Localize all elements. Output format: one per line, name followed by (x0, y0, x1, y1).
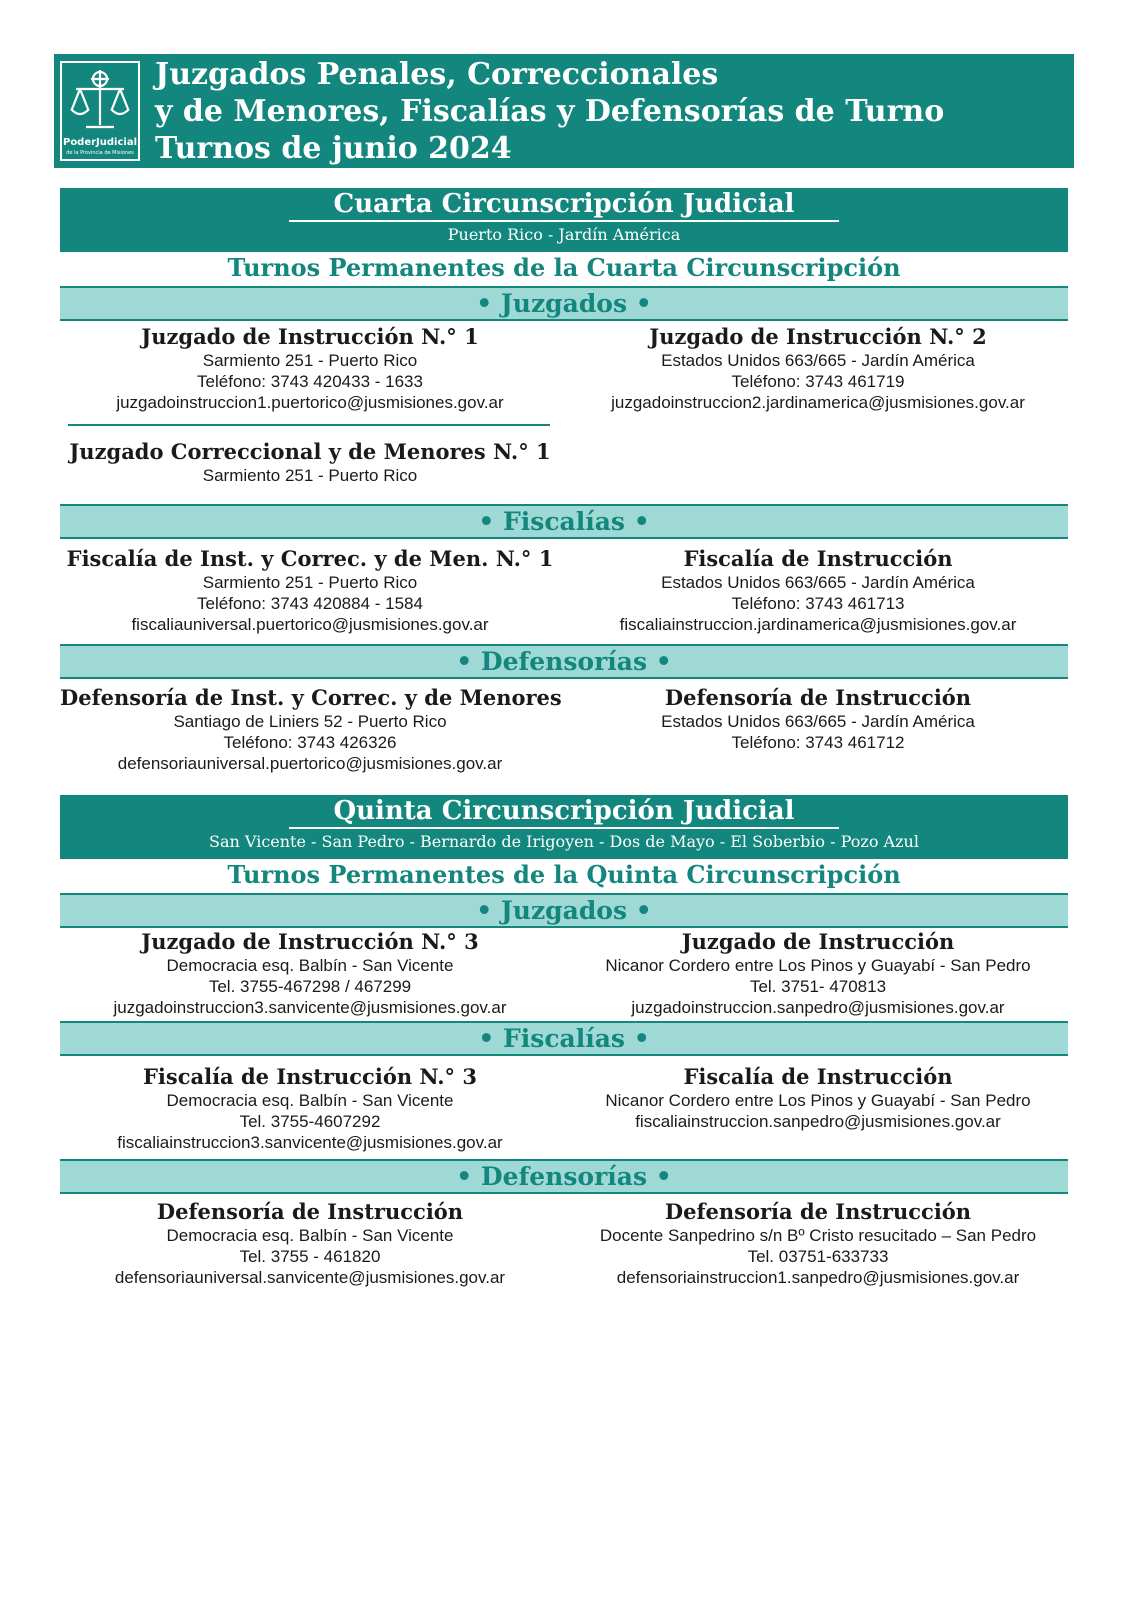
entry-name: Fiscalía de Instrucción (683, 546, 953, 571)
quinta-juzgado-1 (60, 929, 560, 1018)
entry-phone: Tel. 3755-467298 / 467299 (208, 977, 412, 996)
entry-email: defensoriauniversal.puertorico@jusmisiones.gov.ar (117, 754, 503, 773)
circunscripcion-subtitle: Puerto Rico - Jardín América (447, 225, 681, 244)
entry-phone: Teléfono: 3743 420433 - 1633 (197, 372, 423, 391)
entry-email: defensoriauniversal.sanvicente@jusmisiones.gov.ar (114, 1268, 506, 1287)
poder-judicial-logo (60, 61, 140, 161)
cuarta-juzgado-1 (60, 324, 560, 413)
cuarta-fiscalia-1 (60, 546, 560, 635)
juzgados-band: • Juzgados • (60, 286, 1068, 321)
cuarta-defensoria-1 (60, 685, 560, 774)
quinta-circunscripcion-header (60, 795, 1068, 859)
turnos-permanentes-heading: Turnos Permanentes de la Cuarta Circunscripción (227, 253, 901, 282)
fiscalias-band: • Fiscalías • (60, 504, 1068, 539)
entry-email: fiscaliainstruccion.jardinamerica@jusmisiones.gov.ar (619, 615, 1017, 634)
quinta-fiscalia-1 (60, 1064, 560, 1153)
juzgados-band: • Juzgados • (60, 893, 1068, 928)
entry-divider (68, 424, 550, 426)
logo-text: PoderJudicial (62, 137, 138, 148)
entry-address: Democracia esq. Balbín - San Vicente (166, 1226, 454, 1245)
entry-address: Sarmiento 251 - Puerto Rico (202, 466, 418, 485)
cuarta-fiscalia-2 (568, 546, 1068, 635)
entry-name: Fiscalía de Instrucción (683, 1064, 953, 1089)
entry-name: Fiscalía de Instrucción N.° 3 (142, 1064, 477, 1089)
entry-address: Estados Unidos 663/665 - Jardín América (661, 712, 975, 731)
entry-phone: Tel. 3755 - 461820 (239, 1247, 381, 1266)
entry-phone: Tel. 3751- 470813 (749, 977, 887, 996)
entry-phone: Teléfono: 3743 461712 (731, 733, 905, 752)
entry-phone: Teléfono: 3743 461713 (731, 594, 905, 613)
entry-phone: Tel. 3755-4607292 (239, 1112, 381, 1131)
entry-address: Nicanor Cordero entre Los Pinos y Guayabí - San Pedro (605, 956, 1031, 975)
circunscripcion-title: Quinta Circunscripción Judicial (333, 796, 795, 826)
entry-address: Sarmiento 251 - Puerto Rico (202, 573, 418, 592)
entry-address: Nicanor Cordero entre Los Pinos y Guayabí - San Pedro (605, 1091, 1031, 1110)
entry-address: Estados Unidos 663/665 - Jardín América (661, 573, 975, 592)
page-title-line-1: Juzgados Penales, Correccionales (155, 57, 719, 92)
entry-email: juzgadoinstruccion1.puertorico@jusmisiones.gov.ar (116, 393, 504, 412)
entry-name: Defensoría de Instrucción (664, 1199, 972, 1224)
scales-of-justice-icon (68, 67, 132, 133)
entry-phone: Teléfono: 3743 426326 (223, 733, 397, 752)
entry-phone: Teléfono: 3743 461719 (731, 372, 905, 391)
page-header (54, 54, 1074, 168)
entry-email: fiscaliauniversal.puertorico@jusmisiones.gov.ar (131, 615, 489, 634)
entry-name: Juzgado de Instrucción N.° 1 (141, 324, 479, 349)
entry-email: juzgadoinstruccion.sanpedro@jusmisiones.gov.ar (631, 998, 1005, 1017)
entry-address: Sarmiento 251 - Puerto Rico (202, 351, 418, 370)
entry-name: Juzgado de Instrucción N.° 2 (649, 324, 987, 349)
entry-email: defensoriainstruccion1.sanpedro@jusmisiones.gov.ar (616, 1268, 1020, 1287)
quinta-defensoria-2 (568, 1199, 1068, 1288)
circunscripcion-subtitle: San Vicente - San Pedro - Bernardo de Irigoyen - Dos de Mayo - El Soberbio - Pozo Azul (209, 832, 919, 851)
page-title-line-3: Turnos de junio 2024 (155, 131, 512, 166)
entry-address: Democracia esq. Balbín - San Vicente (166, 956, 454, 975)
entry-address: Santiago de Liniers 52 - Puerto Rico (173, 712, 447, 731)
entry-name: Juzgado de Instrucción N.° 3 (141, 929, 479, 954)
entry-name: Juzgado Correccional y de Menores N.° 1 (69, 439, 551, 464)
fiscalias-band: • Fiscalías • (60, 1021, 1068, 1056)
entry-phone: Tel. 03751-633733 (747, 1247, 889, 1266)
entry-email: juzgadoinstruccion3.sanvicente@jusmisiones.gov.ar (113, 998, 507, 1017)
entry-name: Fiscalía de Inst. y Correc. y de Men. N.° 1 (66, 546, 554, 571)
cuarta-circunscripcion-header (60, 188, 1068, 252)
circunscripcion-title: Cuarta Circunscripción Judicial (333, 189, 795, 219)
page-title-line-2: y de Menores, Fiscalías y Defensorías de Turno (155, 94, 945, 129)
entry-name: Juzgado de Instrucción (681, 929, 955, 954)
entry-email: fiscaliainstruccion.sanpedro@jusmisiones.gov.ar (635, 1112, 1001, 1131)
entry-address: Estados Unidos 663/665 - Jardín América (661, 351, 975, 370)
cuarta-juzgado-correccional (60, 439, 560, 486)
logo-subtext: de la Provincia de Misiones (66, 150, 134, 156)
defensorias-band: • Defensorías • (60, 1159, 1068, 1194)
entry-address: Democracia esq. Balbín - San Vicente (166, 1091, 454, 1110)
turnos-permanentes-heading: Turnos Permanentes de la Quinta Circunscripción (227, 860, 901, 889)
entry-name: Defensoría de Inst. y Correc. y de Menores (60, 685, 562, 710)
quinta-fiscalia-2 (568, 1064, 1068, 1132)
cuarta-defensoria-2 (568, 685, 1068, 753)
cuarta-juzgado-2 (568, 324, 1068, 413)
defensorias-band: • Defensorías • (60, 644, 1068, 679)
quinta-defensoria-1 (60, 1199, 560, 1288)
entry-email: fiscaliainstruccion3.sanvicente@jusmisiones.gov.ar (117, 1133, 503, 1152)
entry-email: juzgadoinstruccion2.jardinamerica@jusmisiones.gov.ar (611, 393, 1025, 412)
quinta-juzgado-2 (568, 929, 1068, 1018)
entry-address: Docente Sanpedrino s/n Bº Cristo resucitado – San Pedro (599, 1226, 1037, 1245)
entry-name: Defensoría de Instrucción (156, 1199, 464, 1224)
entry-name: Defensoría de Instrucción (664, 685, 972, 710)
entry-phone: Teléfono: 3743 420884 - 1584 (197, 594, 423, 613)
